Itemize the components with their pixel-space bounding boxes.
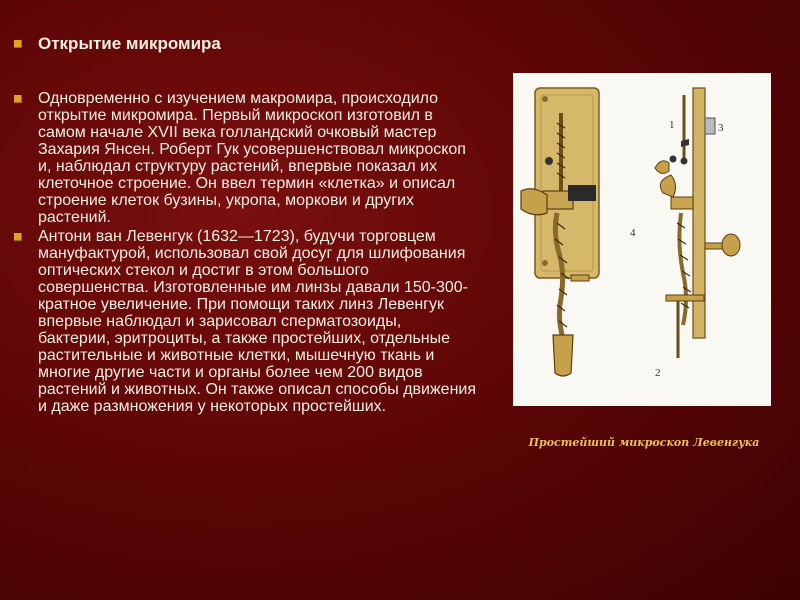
paragraph-text: Одновременно с изучением макромира, происходило открытие микромира. Первый микроскоп изготовил в самом начале XVII века голландский очковый мастер Захария Янсен. Роберт Гук усовершенствовал микроскоп и, наблюдал структуру растений, впервые показал их клеточное строение. Он ввел термин «клетка» и описал строение клеток бузины, укропа, моркови и других растений. bbox=[38, 90, 466, 226]
paragraph-text: Антони ван Левенгук (1632—1723), будучи торговцем мануфактурой, использовал свой досуг для шлифования оптических стекол и достиг в этом большого совершенства. Изготовленные им линзы давали 150-300-кратное увеличение. При помощи таких линз Левенгук впервые наблюдал и зарисовал сперматозоиды, бактерии, эритроциты, а также простейших, отдельные растительные и животные клетки, мышечную ткань и многие другие части и органы более чем 200 видов растений и животных. Он также описал способы движения и даже размножения у некоторых простейших. bbox=[38, 228, 477, 415]
figure-caption: Простейший микроскоп Левенгука bbox=[528, 436, 760, 449]
bullet-paragraph-2 bbox=[14, 228, 476, 415]
figure-label-1: 1 bbox=[669, 119, 675, 131]
figure-label-2: 2 bbox=[655, 367, 661, 379]
bullet-paragraph-1 bbox=[14, 90, 476, 226]
bullet-marker bbox=[14, 40, 22, 48]
bullet-list bbox=[14, 34, 476, 417]
microscope-illustration bbox=[513, 73, 771, 406]
figure-label-3: 3 bbox=[718, 122, 724, 134]
bullet-title bbox=[14, 34, 476, 54]
bullet-marker bbox=[14, 233, 22, 241]
bullet-marker bbox=[14, 95, 22, 103]
microscope-right bbox=[655, 88, 740, 358]
figure-label-4: 4 bbox=[630, 227, 636, 239]
slide-title: Открытие микромира bbox=[38, 34, 221, 53]
microscope-left bbox=[521, 88, 599, 376]
microscope-drawing bbox=[513, 73, 771, 406]
